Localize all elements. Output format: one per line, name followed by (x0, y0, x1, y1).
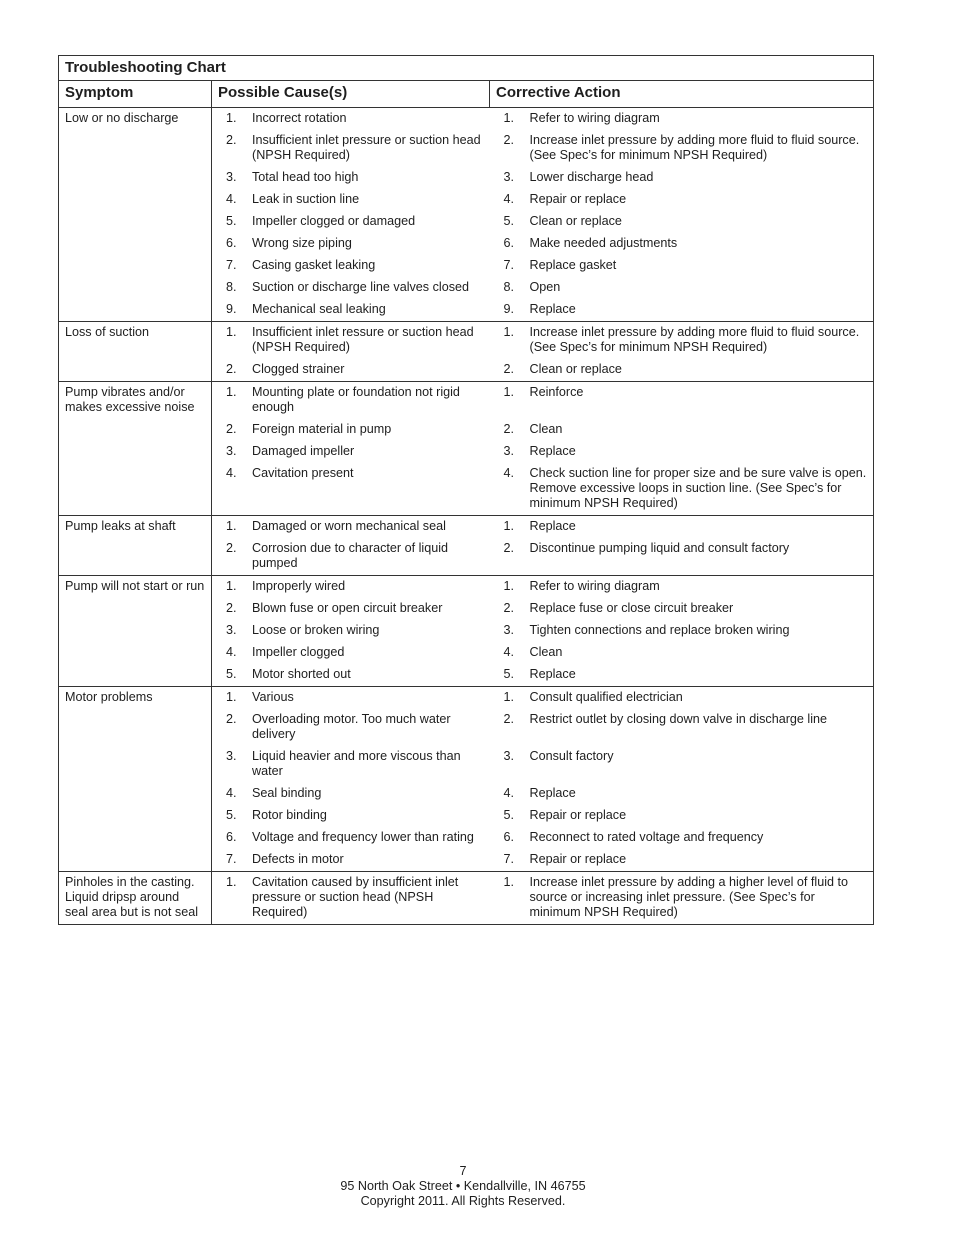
item-number: 2. (226, 422, 237, 436)
cause-list-item (218, 466, 484, 511)
item-number: 9. (503, 302, 515, 316)
item-number: 1. (503, 519, 515, 533)
item-number: 1. (226, 519, 237, 533)
item-number: 1. (226, 385, 237, 399)
action-list-item (496, 690, 868, 705)
item-number: 3. (503, 623, 515, 637)
item-number: 2. (503, 712, 515, 726)
item-number: 7. (226, 852, 237, 866)
cause-text: Casing gasket leaking (252, 258, 376, 272)
possible-causes-cell (212, 872, 490, 925)
cause-list-item (218, 712, 484, 742)
action-list-item (496, 875, 868, 920)
action-list-item (496, 422, 868, 437)
page-number: 7 (459, 1164, 467, 1178)
corrective-action-cell (490, 382, 874, 516)
action-list-item (496, 325, 868, 355)
symptom-cell (59, 108, 212, 322)
action-list-item (496, 623, 868, 638)
cause-list-item (218, 302, 484, 317)
action-list-item (496, 111, 868, 126)
cause-list-item (218, 852, 484, 867)
action-list-item (496, 786, 868, 801)
action-text: Consult factory (529, 749, 614, 763)
corrective-action-cell (490, 322, 874, 382)
possible-causes-cell (212, 516, 490, 576)
cause-text: Liquid heavier and more viscous than water (252, 749, 461, 778)
item-number: 2. (503, 601, 515, 615)
action-text: Replace (529, 786, 576, 800)
action-list-item (496, 808, 868, 823)
chart-title: Troubleshooting Chart (59, 56, 874, 81)
cause-text: Insufficient inlet pressure or suction head (NPSH Required) (252, 133, 481, 162)
item-number: 1. (226, 690, 237, 704)
cause-text: Mounting plate or foundation not rigid enough (252, 385, 460, 414)
item-number: 3. (503, 170, 515, 184)
item-number: 2. (226, 712, 237, 726)
action-text: Clean (529, 422, 563, 436)
action-text: Replace (529, 302, 576, 316)
cause-text: Cavitation caused by insufficient inlet pressure or suction head (NPSH Required) (252, 875, 459, 919)
action-text: Refer to wiring diagram (529, 111, 660, 125)
action-list-item (496, 170, 868, 185)
item-number: 5. (503, 214, 515, 228)
cause-list-item (218, 236, 484, 251)
cause-list-item (218, 444, 484, 459)
cause-text: Suction or discharge line valves closed (252, 280, 470, 294)
cause-text: Overloading motor. Too much water delivery (252, 712, 451, 741)
action-list-item (496, 541, 868, 571)
possible-causes-cell (212, 322, 490, 382)
chart-body (59, 108, 874, 925)
cause-text: Seal binding (252, 786, 322, 800)
item-number: 1. (226, 579, 237, 593)
cause-text: Insufficient inlet ressure or suction head (NPSH Required) (252, 325, 474, 354)
item-number: 1. (503, 111, 515, 125)
item-number: 4. (226, 466, 237, 480)
cause-text: Voltage and frequency lower than rating (252, 830, 474, 844)
cause-list-item (218, 601, 484, 616)
table-row (59, 382, 874, 516)
item-number: 1. (503, 385, 515, 399)
cause-list-item (218, 280, 484, 295)
symptom-cell (59, 516, 212, 576)
item-number: 5. (226, 808, 237, 822)
cause-list-item (218, 830, 484, 845)
cause-list-item (218, 786, 484, 801)
cause-list-item (218, 519, 484, 534)
cause-list-item (218, 362, 484, 377)
table-row (59, 576, 874, 687)
symptom-text: Pinholes in the casting. Liquid dripsp around seal area but is not seal (65, 875, 199, 919)
cause-text: Damaged or worn mechanical seal (252, 519, 446, 533)
symptom-text: Motor problems (65, 690, 153, 704)
action-list-item (496, 192, 868, 207)
cause-list-item (218, 325, 484, 355)
cause-list-item (218, 749, 484, 779)
action-text: Repair or replace (529, 192, 627, 206)
cause-list-item (218, 808, 484, 823)
action-text: Clean or replace (529, 362, 622, 376)
header-symptom: Symptom (59, 81, 212, 108)
cause-text: Leak in suction line (252, 192, 360, 206)
item-number: 5. (503, 667, 515, 681)
cause-list-item (218, 623, 484, 638)
item-number: 2. (226, 541, 237, 555)
cause-list-item (218, 258, 484, 273)
item-number: 4. (503, 645, 515, 659)
possible-causes-cell (212, 687, 490, 872)
item-number: 4. (503, 466, 515, 480)
item-number: 2. (226, 362, 237, 376)
cause-text: Impeller clogged or damaged (252, 214, 416, 228)
action-list-item (496, 302, 868, 317)
symptom-cell (59, 322, 212, 382)
action-text: Clean or replace (529, 214, 622, 228)
table-row (59, 516, 874, 576)
item-number: 1. (503, 690, 515, 704)
item-number: 6. (503, 830, 515, 844)
cause-list-item (218, 111, 484, 126)
cause-text: Improperly wired (252, 579, 346, 593)
item-number: 6. (226, 830, 237, 844)
cause-text: Total head too high (252, 170, 359, 184)
item-number: 4. (503, 192, 515, 206)
table-row (59, 687, 874, 872)
action-text: Open (529, 280, 561, 294)
action-list-item (496, 519, 868, 534)
action-text: Replace gasket (529, 258, 617, 272)
cause-list-item (218, 667, 484, 682)
action-text: Tighten connections and replace broken wiring (529, 623, 790, 637)
action-text: Make needed adjustments (529, 236, 678, 250)
item-number: 3. (226, 444, 237, 458)
action-text: Replace (529, 667, 576, 681)
symptom-text: Pump vibrates and/or makes excessive noise (65, 385, 195, 414)
item-number: 3. (226, 623, 237, 637)
item-number: 2. (503, 541, 515, 555)
cause-list-item (218, 690, 484, 705)
item-number: 8. (226, 280, 237, 294)
corrective-action-cell (490, 108, 874, 322)
corrective-action-cell (490, 872, 874, 925)
corrective-action-cell (490, 516, 874, 576)
corrective-action-cell (490, 576, 874, 687)
action-list-item (496, 236, 868, 251)
item-number: 4. (226, 192, 237, 206)
cause-text: Damaged impeller (252, 444, 355, 458)
cause-list-item (218, 214, 484, 229)
item-number: 4. (226, 786, 237, 800)
cause-list-item (218, 170, 484, 185)
item-number: 6. (226, 236, 237, 250)
item-number: 4. (226, 645, 237, 659)
cause-text: Blown fuse or open circuit breaker (252, 601, 443, 615)
item-number: 1. (226, 111, 237, 125)
symptom-cell (59, 382, 212, 516)
action-list-item (496, 667, 868, 682)
action-list-item (496, 830, 868, 845)
possible-causes-cell (212, 108, 490, 322)
cause-text: Foreign material in pump (252, 422, 392, 436)
cause-list-item (218, 192, 484, 207)
action-list-item (496, 280, 868, 295)
item-number: 7. (503, 258, 515, 272)
cause-text: Corrosion due to character of liquid pumped (252, 541, 449, 570)
action-list-item (496, 749, 868, 779)
table-row (59, 872, 874, 925)
item-number: 1. (503, 875, 515, 889)
company-address: 95 North Oak Street • Kendallville, IN 46755 (340, 1179, 586, 1193)
cause-text: Mechanical seal leaking (252, 302, 386, 316)
cause-text: Loose or broken wiring (252, 623, 380, 637)
cause-text: Incorrect rotation (252, 111, 347, 125)
action-list-item (496, 385, 868, 415)
chart-title-row (59, 56, 874, 81)
symptom-cell (59, 576, 212, 687)
item-number: 2. (503, 133, 515, 147)
action-text: Check suction line for proper size and be sure valve is open. Remove excessive loops in suction line. (See Spec’s for minimum NPSH Required) (529, 466, 867, 510)
item-number: 2. (503, 422, 515, 436)
cause-text: Wrong size piping (252, 236, 352, 250)
cause-text: Various (252, 690, 294, 704)
item-number: 7. (226, 258, 237, 272)
possible-causes-cell (212, 576, 490, 687)
cause-list-item (218, 579, 484, 594)
action-text: Discontinue pumping liquid and consult factory (529, 541, 790, 555)
cause-list-item (218, 422, 484, 437)
cause-text: Impeller clogged (252, 645, 345, 659)
symptom-cell (59, 872, 212, 925)
action-list-item (496, 362, 868, 377)
symptom-text: Low or no discharge (65, 111, 179, 125)
item-number: 2. (226, 601, 237, 615)
troubleshooting-chart-table (58, 55, 874, 925)
action-list-item (496, 133, 868, 163)
item-number: 3. (503, 749, 515, 763)
item-number: 1. (226, 875, 237, 889)
possible-causes-cell (212, 382, 490, 516)
action-text: Reinforce (529, 385, 584, 399)
copyright-notice: Copyright 2011. All Rights Reserved. (360, 1194, 566, 1208)
cause-list-item (218, 645, 484, 660)
item-number: 5. (226, 667, 237, 681)
item-number: 7. (503, 852, 515, 866)
action-list-item (496, 258, 868, 273)
action-text: Clean (529, 645, 563, 659)
action-text: Replace (529, 519, 576, 533)
action-text: Increase inlet pressure by adding more fluid to fluid source. (See Spec’s for minimum NPSH Required) (529, 133, 860, 162)
action-text: Refer to wiring diagram (529, 579, 660, 593)
cause-text: Clogged strainer (252, 362, 345, 376)
item-number: 5. (226, 214, 237, 228)
item-number: 2. (503, 362, 515, 376)
cause-text: Defects in motor (252, 852, 344, 866)
symptom-cell (59, 687, 212, 872)
action-text: Increase inlet pressure by adding more fluid to fluid source. (See Spec’s for minimum NPSH Required) (529, 325, 860, 354)
item-number: 5. (503, 808, 515, 822)
cause-text: Motor shorted out (252, 667, 351, 681)
action-text: Lower discharge head (529, 170, 654, 184)
header-corrective-action: Corrective Action (490, 81, 874, 108)
item-number: 1. (503, 325, 515, 339)
cause-list-item (218, 875, 484, 920)
action-list-item (496, 712, 868, 742)
header-possible-causes: Possible Cause(s) (212, 81, 490, 108)
cause-list-item (218, 385, 484, 415)
action-text: Replace fuse or close circuit breaker (529, 601, 734, 615)
item-number: 3. (226, 170, 237, 184)
action-text: Repair or replace (529, 852, 627, 866)
action-text: Replace (529, 444, 576, 458)
action-list-item (496, 852, 868, 867)
item-number: 4. (503, 786, 515, 800)
action-list-item (496, 579, 868, 594)
action-list-item (496, 645, 868, 660)
item-number: 3. (503, 444, 515, 458)
symptom-text: Loss of suction (65, 325, 150, 339)
action-text: Repair or replace (529, 808, 627, 822)
item-number: 1. (503, 579, 515, 593)
page-footer (0, 1164, 926, 1209)
action-text: Restrict outlet by closing down valve in discharge line (529, 712, 828, 726)
item-number: 9. (226, 302, 237, 316)
cause-list-item (218, 541, 484, 571)
item-number: 1. (226, 325, 237, 339)
table-row (59, 108, 874, 322)
item-number: 8. (503, 280, 515, 294)
corrective-action-cell (490, 687, 874, 872)
action-list-item (496, 214, 868, 229)
item-number: 2. (226, 133, 237, 147)
item-number: 6. (503, 236, 515, 250)
table-row (59, 322, 874, 382)
cause-text: Rotor binding (252, 808, 327, 822)
action-list-item (496, 444, 868, 459)
cause-text: Cavitation present (252, 466, 354, 480)
action-text: Consult qualified electrician (529, 690, 683, 704)
symptom-text: Pump will not start or run (65, 579, 205, 593)
column-header-row (59, 81, 874, 108)
action-list-item (496, 466, 868, 511)
action-list-item (496, 601, 868, 616)
action-text: Increase inlet pressure by adding a higher level of fluid to source or increasing inlet pressure. (See Spec’s for minimum NPSH Required) (529, 875, 849, 919)
cause-list-item (218, 133, 484, 163)
action-text: Reconnect to rated voltage and frequency (529, 830, 764, 844)
item-number: 3. (226, 749, 237, 763)
symptom-text: Pump leaks at shaft (65, 519, 176, 533)
